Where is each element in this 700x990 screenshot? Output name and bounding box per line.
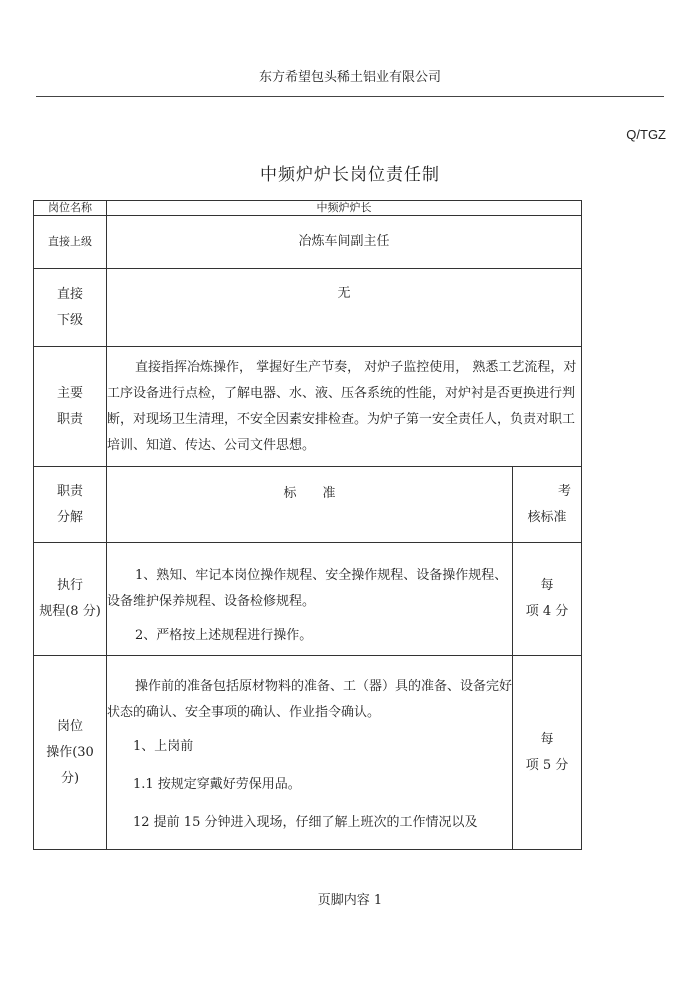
operation-assessment bbox=[513, 656, 582, 850]
table-row bbox=[34, 347, 582, 467]
document-title: 中频炉炉长岗位责任制 bbox=[260, 165, 440, 185]
position-name-label: 岗位名称 bbox=[34, 201, 107, 216]
operation-label bbox=[34, 656, 107, 850]
table-row bbox=[34, 269, 582, 347]
operation-assessment-line2: 项 5 分 bbox=[525, 757, 569, 773]
execution-assessment-line2: 项 4 分 bbox=[525, 604, 569, 619]
standard-header: 标 准 bbox=[107, 467, 513, 543]
duty-table bbox=[33, 200, 582, 850]
table-row bbox=[34, 656, 582, 850]
document-code: Q/TGZ bbox=[626, 127, 666, 142]
main-duties-text: 直接指挥冶炼操作， 掌握好生产节奏， 对炉子监控使用， 熟悉工艺流程，对工序设备进行点检，了解电器、水、液、压各系统的性能，对炉衬是否更换进行判断，对现场卫生清理，不安全因素安排检查。为炉子第一安全责任人，负责对职工培训、知道、传达、公司文件思想。 bbox=[107, 359, 577, 453]
main-duties-text-cell bbox=[107, 347, 582, 467]
execution-label-line1: 执行 bbox=[56, 578, 83, 593]
assessment-header-line2: 核标准 bbox=[527, 509, 567, 525]
company-name: 东方希望包头稀土铝业有限公司 bbox=[258, 70, 441, 85]
header-divider bbox=[36, 96, 664, 97]
operation-item: 12 提前 15 分钟进入现场，仔细了解上班次的工作情况以及 bbox=[133, 815, 478, 830]
operation-standard-cell bbox=[107, 656, 513, 850]
main-duties-label bbox=[34, 347, 107, 467]
execution-label-line2: 规程(8 分) bbox=[39, 604, 101, 619]
table-row bbox=[34, 543, 582, 656]
subordinate-label-line2: 下级 bbox=[56, 312, 83, 328]
table-row bbox=[34, 216, 582, 269]
execution-item: 1、熟知、牢记本岗位操作规程、安全操作规程、设备操作规程、设备维护保养规程、设备检修规程。 bbox=[107, 568, 508, 609]
operation-item: 1、上岗前 bbox=[133, 739, 194, 754]
main-duties-label-line2: 职责 bbox=[56, 411, 83, 427]
operation-item: 1.1 按规定穿戴好劳保用品。 bbox=[133, 777, 301, 792]
table-row bbox=[34, 201, 582, 216]
table-row bbox=[34, 467, 582, 543]
position-name-value: 中频炉炉长 bbox=[107, 201, 582, 216]
main-duties-label-line1: 主要 bbox=[56, 385, 83, 401]
subordinate-value: 无 bbox=[107, 269, 582, 347]
operation-label-line2: 操作(30 bbox=[46, 744, 94, 760]
operation-item: 操作前的准备包括原材物料的准备、工（器）具的准备、设备完好状态的确认、安全事项的确认、作业指令确认。 bbox=[107, 679, 513, 720]
superior-label: 直接上级 bbox=[34, 216, 107, 269]
operation-label-line1: 岗位 bbox=[56, 718, 83, 734]
assessment-header-line1: 考 bbox=[557, 483, 571, 499]
execution-assessment-line1: 每 bbox=[540, 578, 554, 593]
breakdown-label-line2: 分解 bbox=[56, 509, 83, 525]
superior-value: 冶炼车间副主任 bbox=[107, 216, 582, 269]
execution-item: 2、严格按上述规程进行操作。 bbox=[135, 628, 313, 643]
subordinate-label-line1: 直接 bbox=[56, 286, 83, 302]
subordinate-label bbox=[34, 269, 107, 347]
assessment-header bbox=[513, 467, 582, 543]
operation-label-line3: 分) bbox=[60, 770, 80, 786]
execution-label bbox=[34, 543, 107, 656]
operation-assessment-line1: 每 bbox=[540, 731, 554, 747]
execution-assessment bbox=[513, 543, 582, 656]
page-footer: 页脚内容 1 bbox=[317, 893, 383, 908]
breakdown-label-line1: 职责 bbox=[56, 483, 83, 499]
breakdown-label bbox=[34, 467, 107, 543]
execution-standard-cell bbox=[107, 543, 513, 656]
